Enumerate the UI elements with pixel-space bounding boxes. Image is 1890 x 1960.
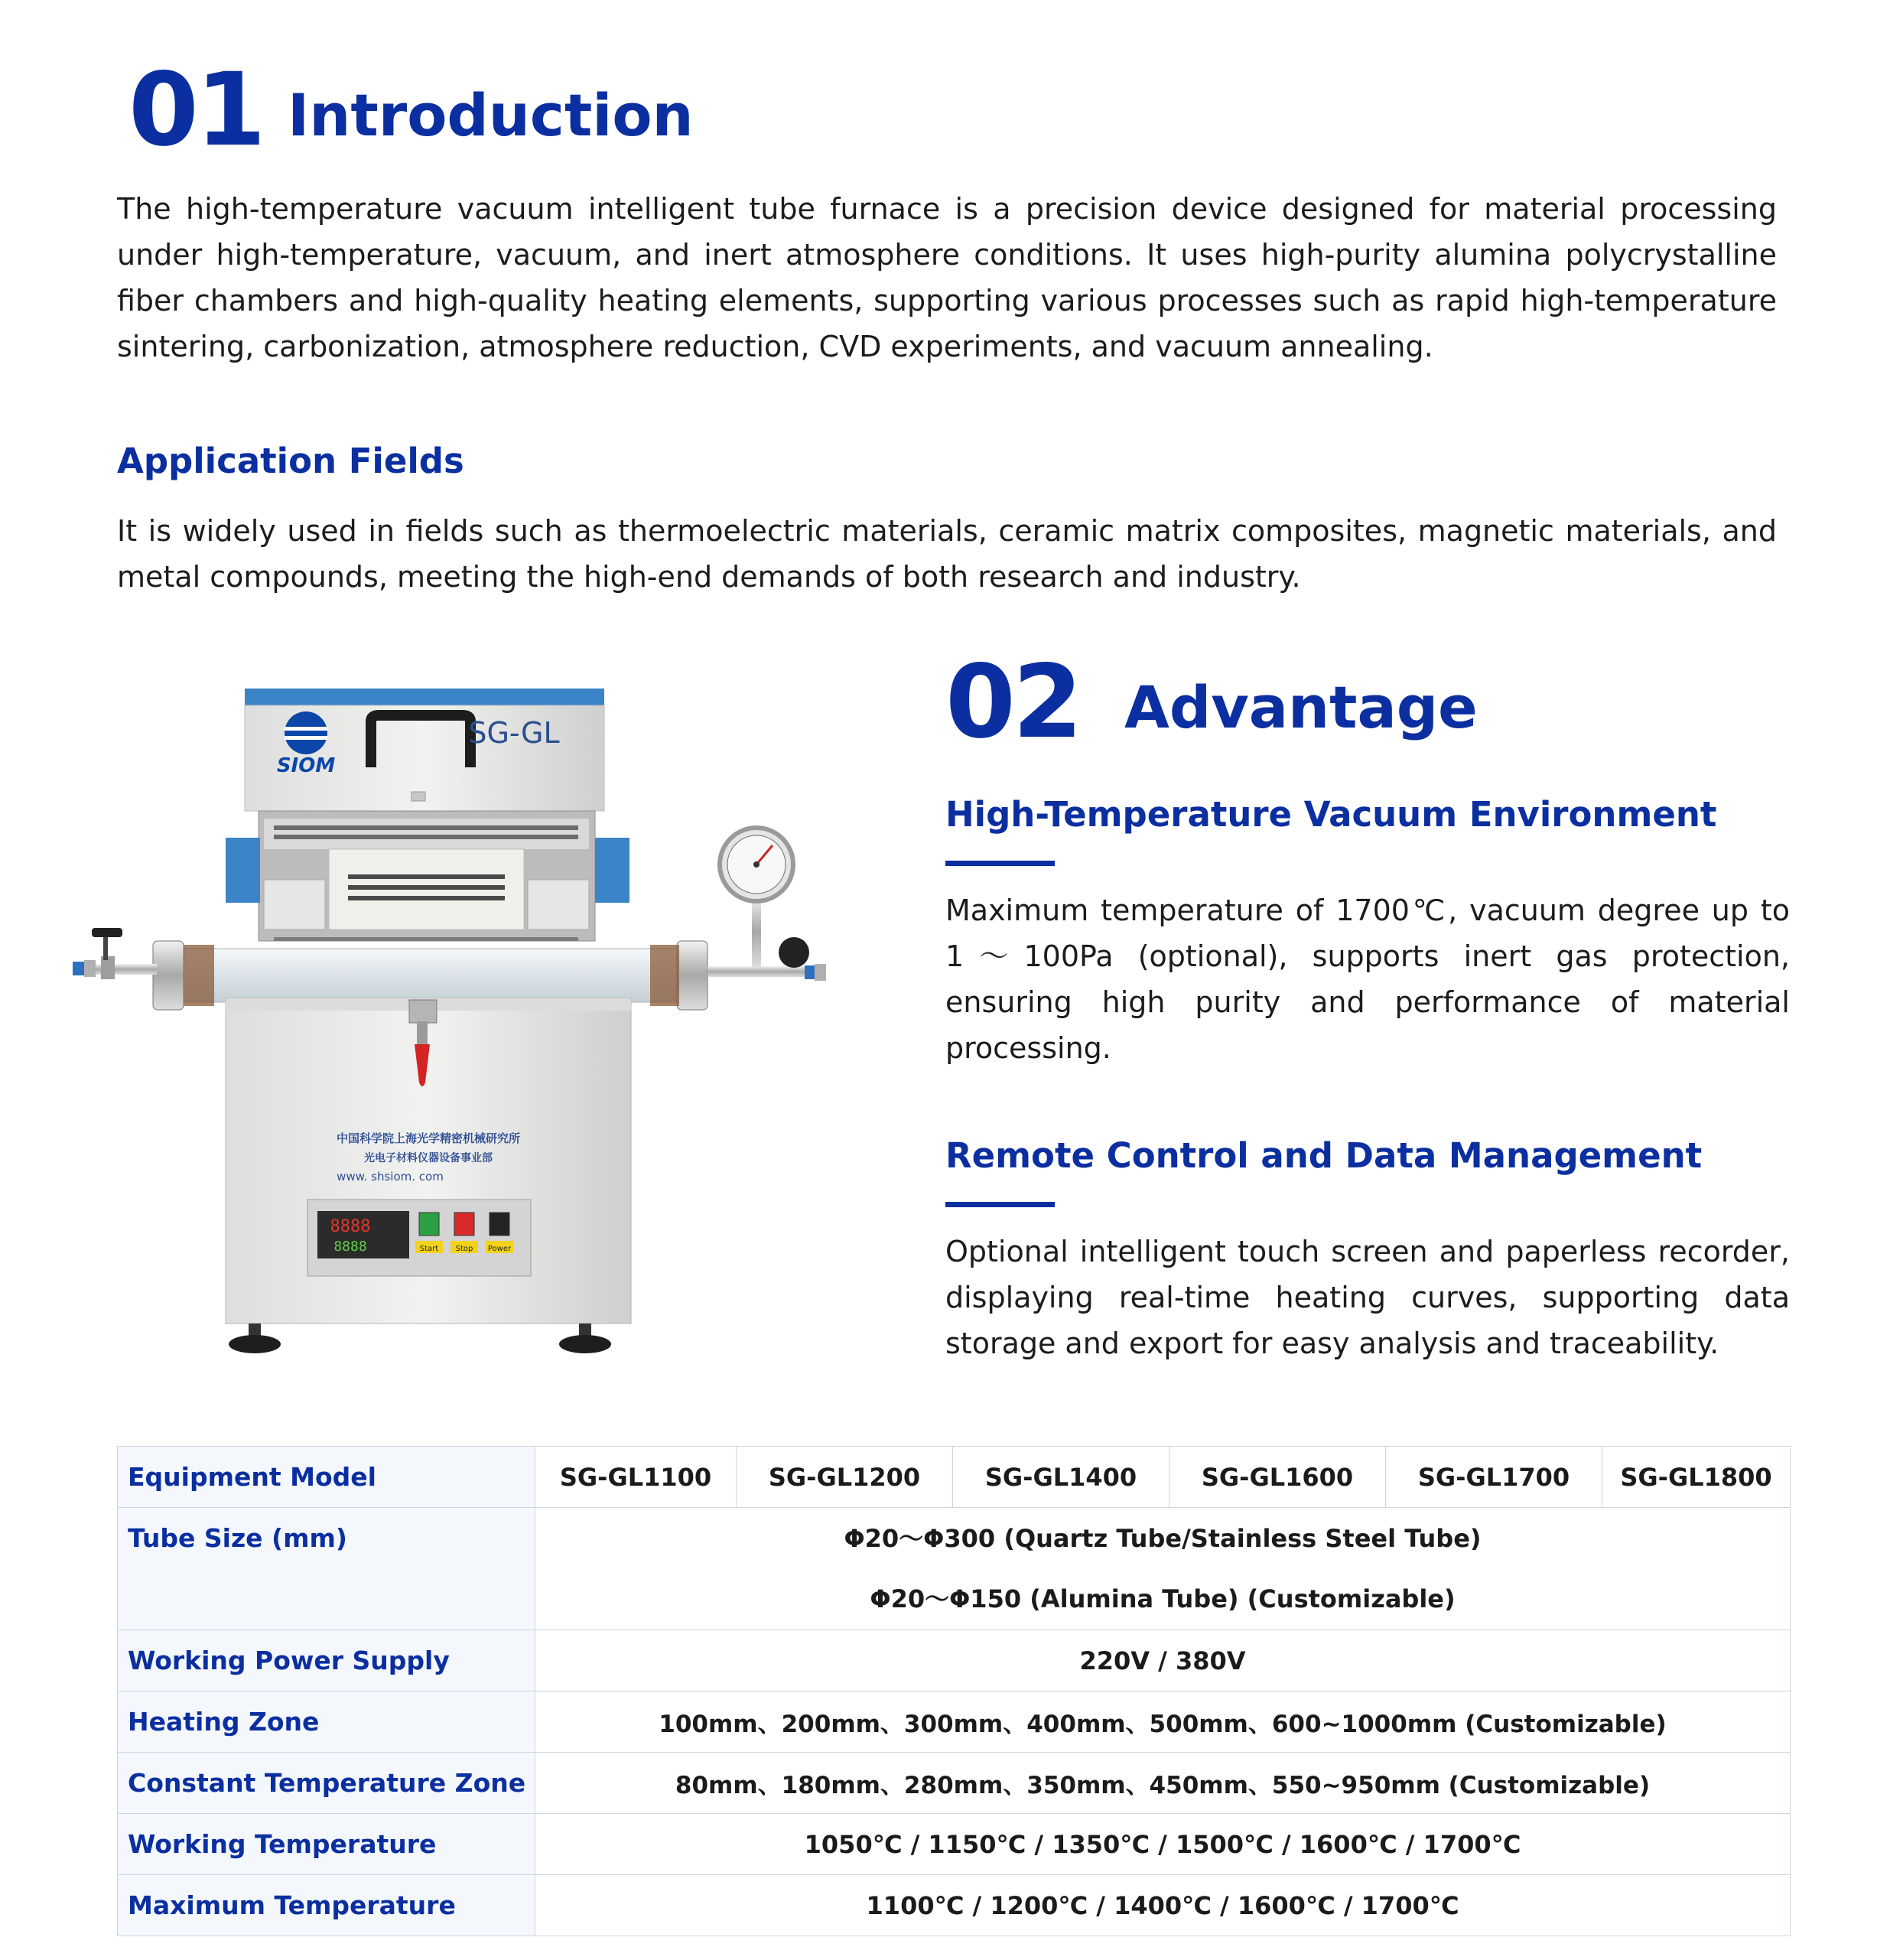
svg-text:SIOM: SIOM [276,754,336,777]
row-value: 1050℃ / 1150℃ / 1350℃ / 1500℃ / 1600℃ / 1700℃ [535,1814,1791,1875]
row-value: 80mm、180mm、280mm、350mm、450mm、550~950mm (Customizable) [535,1753,1791,1814]
row-label: Tube Size (mm) [118,1508,535,1630]
advantage-section-number: 02 [945,643,1080,761]
model-cell: SG-GL1600 [1169,1447,1386,1508]
model-cell: SG-GL1100 [535,1447,737,1508]
table-row [118,1508,1791,1630]
svg-text:8888: 8888 [333,1239,367,1255]
application-fields-title: Application Fields [117,441,464,481]
pressure-gauge [720,828,793,901]
table-row [118,1814,1791,1875]
advantage-title: Advantage [1124,673,1478,741]
quartz-tube [168,949,688,1002]
advantage-text-remote: Optional intelligent touch screen and paperless recorder, displaying real-time heating curves, supporting data storage and export for easy analysis and traceability. [945,1235,1790,1360]
advantage-heading-vacuum: High-Temperature Vacuum Environment [945,794,1717,835]
tube-furnace-image [69,685,834,1358]
model-cell: SG-GL1700 [1386,1447,1602,1508]
svg-text:Start: Start [419,1245,439,1253]
table-row [118,1875,1791,1936]
table-header-row [118,1447,1791,1508]
advantage-heading-remote: Remote Control and Data Management [945,1135,1703,1176]
specifications-table [117,1446,1791,1936]
intro-paragraph: The high-temperature vacuum intelligent tube furnace is a precision device designed for material processing under high-temperature, vacuum, and inert atmosphere conditions. It uses high-purity alumina polycrystalline fiber chambers and high-quality heating elements, supporting various processes such as rapid high-temperature sintering, carbonization, atmosphere reduction, CVD experiments, and vacuum annealing. [117,192,1777,363]
row-label: Constant Temperature Zone [118,1753,535,1814]
model-cell: SG-GL1200 [737,1447,953,1508]
row-label: Equipment Model [118,1447,535,1508]
intro-title: Introduction [288,81,694,149]
advantage-heading-underline [945,1202,1055,1207]
row-value: Φ20～Φ150 (Alumina Tube) (Customizable) [870,1584,1456,1613]
advantage-heading-underline [945,861,1055,866]
model-cell: SG-GL1400 [953,1447,1169,1508]
svg-text:8888: 8888 [330,1217,371,1236]
furnace-lid-blue-trim [245,689,604,705]
advantage-text-vacuum: Maximum temperature of 1700℃, vacuum degree up to 1～100Pa (optional), supports inert gas protection, ensuring high purity and performance of material processing. [945,894,1790,1065]
chinese-label-line2: 光电子材料仪器设备事业部 [364,1152,493,1164]
row-label: Maximum Temperature [118,1875,535,1936]
chinese-label-line1: 中国科学院上海光学精密机械研究所 [336,1131,521,1145]
row-value: Φ20～Φ300 (Quartz Tube/Stainless Steel Tube) [844,1523,1482,1553]
svg-text:Power: Power [487,1245,512,1253]
application-fields-paragraph: It is widely used in fields such as thermoelectric materials, ceramic matrix composites, magnetic materials, and metal compounds, meeting the high-end demands of both research and industry. [117,514,1777,594]
table-row [118,1630,1791,1691]
table-row [118,1753,1791,1814]
model-cell: SG-GL1800 [1602,1447,1791,1508]
model-plate: SG-GL [468,716,560,750]
row-value: 1100℃ / 1200℃ / 1400℃ / 1600℃ / 1700℃ [535,1875,1791,1936]
website-label: www. shsiom. com [337,1170,444,1183]
table-row [118,1691,1791,1753]
svg-text:Stop: Stop [455,1245,473,1253]
row-label: Working Power Supply [118,1630,535,1691]
row-label: Working Temperature [118,1814,535,1875]
tube-size-values [535,1508,1791,1630]
row-value: 100mm、200mm、300mm、400mm、500mm、600~1000mm (Customizable) [535,1691,1791,1753]
intro-section-number: 01 [128,51,263,169]
row-label: Heating Zone [118,1691,535,1753]
row-value: 220V / 380V [535,1630,1791,1691]
